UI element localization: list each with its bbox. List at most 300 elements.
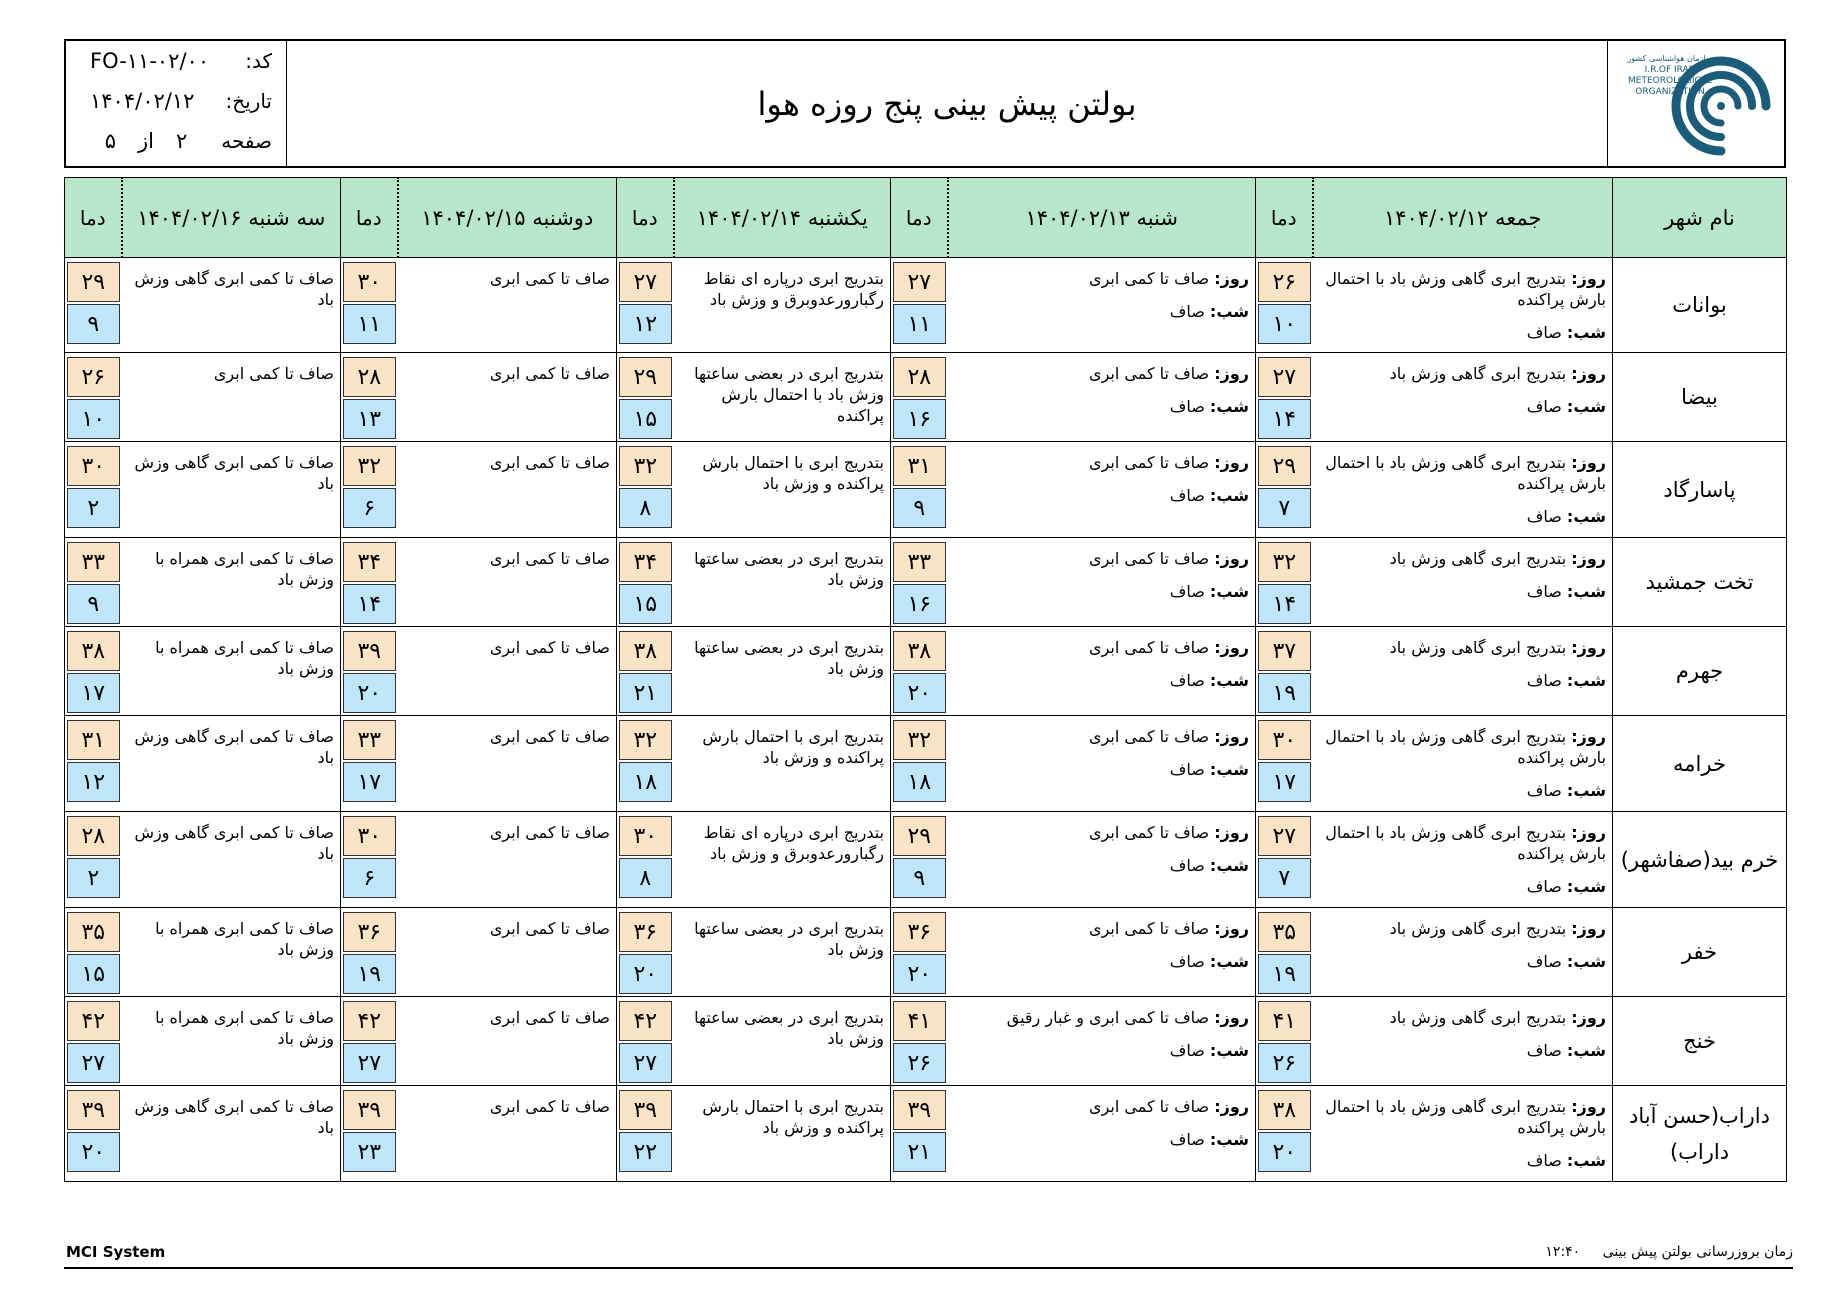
day-label: روز:: [1214, 1097, 1249, 1116]
bulletin-header: [64, 39, 1786, 168]
page-footer: [64, 1243, 1793, 1269]
forecast-table: [64, 177, 1787, 1182]
table-row: [65, 908, 1787, 997]
table-row: [65, 538, 1787, 627]
forecast-description: [948, 258, 1256, 353]
night-label: شب:: [1209, 486, 1249, 505]
max-temp: ۳۲: [619, 720, 672, 760]
temp-header: دما: [1256, 178, 1313, 258]
forecast-text: صاف تا کمی ابری: [489, 549, 610, 568]
forecast-description: [948, 538, 1256, 627]
night-forecast: [1321, 876, 1607, 897]
forecast-description: [674, 442, 891, 538]
min-temp: ۸: [619, 858, 672, 898]
code-row: [90, 49, 272, 73]
night-forecast-text: صاف: [1526, 671, 1562, 690]
forecast-description: [1313, 997, 1613, 1086]
day-forecast-text: بتدریج ابری گاهی وزش باد: [1389, 549, 1567, 568]
day-forecast-text: بتدریج ابری گاهی وزش باد: [1389, 919, 1567, 938]
min-temp: ۱۷: [343, 762, 396, 802]
day-forecast-text: بتدریج ابری گاهی وزش باد با احتمال بارش پراکنده: [1325, 453, 1606, 493]
temperature-cell: [617, 908, 674, 997]
temperature-cell: [891, 812, 948, 908]
day-forecast-text: صاف تا کمی ابری: [1089, 1097, 1210, 1116]
forecast-text: صاف تا کمی ابری: [489, 727, 610, 746]
night-label: شب:: [1209, 302, 1249, 321]
city-name: خرم بید(صفاشهر): [1613, 812, 1787, 908]
min-temp: ۱۳: [343, 399, 396, 439]
night-forecast-text: صاف: [1526, 952, 1562, 971]
night-label: شب:: [1566, 323, 1606, 342]
day-forecast: [956, 918, 1250, 939]
max-temp: ۲۷: [1258, 357, 1311, 397]
day-forecast-text: صاف تا کمی ابری: [1089, 823, 1210, 842]
night-label: شب:: [1209, 1130, 1249, 1149]
min-temp: ۲۰: [893, 673, 946, 713]
night-forecast: [1321, 396, 1607, 417]
night-forecast: [956, 485, 1250, 506]
min-temp: ۱۰: [1258, 304, 1311, 344]
temp-header: دما: [341, 178, 398, 258]
day-label: روز:: [1571, 638, 1606, 657]
day-label: روز:: [1214, 638, 1249, 657]
temperature-cell: [65, 627, 122, 716]
temperature-cell: [1256, 1086, 1313, 1182]
temp-header: دما: [65, 178, 122, 258]
day-forecast-text: صاف تا کمی ابری: [1089, 638, 1210, 657]
max-temp: ۳۲: [893, 720, 946, 760]
min-temp: ۹: [67, 584, 120, 624]
forecast-description: [122, 716, 341, 812]
temperature-cell: [1256, 627, 1313, 716]
min-temp: ۷: [1258, 488, 1311, 528]
night-forecast: [956, 1040, 1250, 1061]
forecast-description: [122, 1086, 341, 1182]
temperature-cell: [617, 1086, 674, 1182]
min-temp: ۱۲: [619, 304, 672, 344]
forecast-description: [122, 997, 341, 1086]
forecast-description: [1313, 812, 1613, 908]
day-label: روز:: [1214, 453, 1249, 472]
min-temp: ۲۲: [619, 1132, 672, 1172]
night-forecast: [1321, 1150, 1607, 1171]
night-label: شب:: [1209, 582, 1249, 601]
day-label: روز:: [1214, 549, 1249, 568]
forecast-text: صاف تا کمی ابری گاهی وزش باد: [134, 453, 334, 493]
night-forecast-text: صاف: [1169, 1130, 1205, 1149]
code-value: FO-۱۱-۰۲/۰۰: [90, 49, 210, 73]
temperature-cell: [617, 812, 674, 908]
forecast-description: [398, 353, 617, 442]
day-forecast-text: صاف تا کمی ابری: [1089, 919, 1210, 938]
day-label: روز:: [1214, 727, 1249, 746]
system-name: MCI System: [66, 1243, 166, 1261]
min-temp: ۲۱: [619, 673, 672, 713]
logo-text-line1: I.R.OF IRAN: [1644, 65, 1696, 75]
forecast-description: [948, 442, 1256, 538]
night-forecast-text: صاف: [1526, 323, 1562, 342]
logo-box: [1607, 41, 1784, 166]
day-label: روز:: [1214, 269, 1249, 288]
min-temp: ۲: [67, 488, 120, 528]
page-title: بولتن پیش بینی پنج روزه هوا: [757, 84, 1137, 123]
forecast-description: [674, 997, 891, 1086]
day-forecast: [1321, 918, 1607, 939]
forecast-text: بتدریج ابری درپاره ای نقاط رگبارورعدوبرق و وزش باد: [703, 269, 884, 309]
temperature-cell: [617, 627, 674, 716]
min-temp: ۱۸: [893, 762, 946, 802]
max-temp: ۲۹: [893, 816, 946, 856]
max-temp: ۳۷: [1258, 631, 1311, 671]
logo-text-fa: سازمان هواشناسی کشور: [1627, 54, 1713, 63]
forecast-description: [398, 716, 617, 812]
min-temp: ۹: [893, 488, 946, 528]
temperature-cell: [891, 716, 948, 812]
min-temp: ۱۴: [1258, 584, 1311, 624]
forecast-text: صاف تا کمی ابری همراه با وزش باد: [155, 638, 334, 678]
night-forecast: [956, 759, 1250, 780]
day-forecast-text: بتدریج ابری گاهی وزش باد: [1389, 364, 1567, 383]
night-forecast-text: صاف: [1169, 582, 1205, 601]
night-forecast-text: صاف: [1169, 1041, 1205, 1060]
table-row: [65, 716, 1787, 812]
min-temp: ۱۷: [1258, 762, 1311, 802]
day-label: روز:: [1571, 727, 1606, 746]
city-name: خرامه: [1613, 716, 1787, 812]
max-temp: ۲۹: [619, 357, 672, 397]
max-temp: ۳۱: [67, 720, 120, 760]
temperature-cell: [891, 442, 948, 538]
day-header: شنبه ۱۴۰۴/۰۲/۱۳: [948, 178, 1256, 258]
max-temp: ۳۴: [343, 542, 396, 582]
day-forecast: [1321, 726, 1607, 768]
night-forecast-text: صاف: [1526, 1041, 1562, 1060]
day-forecast: [1321, 452, 1607, 494]
logo-text-line2: METEOROLOGICAL: [1628, 76, 1712, 86]
table-row: [65, 997, 1787, 1086]
temp-header: دما: [891, 178, 948, 258]
max-temp: ۲۶: [67, 357, 120, 397]
forecast-text: صاف تا کمی ابری: [489, 453, 610, 472]
min-temp: ۱۴: [1258, 399, 1311, 439]
min-temp: ۲۰: [619, 954, 672, 994]
day-forecast: [956, 822, 1250, 843]
day-forecast-text: بتدریج ابری گاهی وزش باد با احتمال بارش پراکنده: [1325, 823, 1606, 863]
temperature-cell: [65, 353, 122, 442]
forecast-description: [1313, 538, 1613, 627]
temperature-cell: [1256, 353, 1313, 442]
table-row: [65, 1086, 1787, 1182]
forecast-description: [948, 716, 1256, 812]
forecast-text: صاف تا کمی ابری: [489, 823, 610, 842]
code-label: کد:: [245, 49, 272, 73]
forecast-description: [948, 908, 1256, 997]
temperature-cell: [891, 258, 948, 353]
day-forecast: [956, 1007, 1250, 1028]
temperature-cell: [617, 442, 674, 538]
night-forecast: [956, 670, 1250, 691]
date-value: ۱۴۰۴/۰۲/۱۲: [90, 89, 195, 113]
night-label: شب:: [1566, 877, 1606, 896]
night-label: شب:: [1209, 671, 1249, 690]
night-forecast-text: صاف: [1169, 952, 1205, 971]
forecast-text: صاف تا کمی ابری: [489, 269, 610, 288]
forecast-description: [948, 997, 1256, 1086]
forecast-description: [1313, 908, 1613, 997]
max-temp: ۳۶: [619, 912, 672, 952]
forecast-description: [948, 1086, 1256, 1182]
day-forecast-text: بتدریج ابری گاهی وزش باد: [1389, 638, 1567, 657]
min-temp: ۲۱: [893, 1132, 946, 1172]
night-forecast: [1321, 670, 1607, 691]
night-forecast: [956, 301, 1250, 322]
night-forecast: [1321, 581, 1607, 602]
day-forecast-text: صاف تا کمی ابری و غبار رقیق: [1006, 1008, 1210, 1027]
forecast-text: صاف تا کمی ابری همراه با وزش باد: [155, 919, 334, 959]
title-box: [286, 41, 1608, 166]
forecast-description: [122, 442, 341, 538]
max-temp: ۳۰: [343, 262, 396, 302]
day-header: یکشنبه ۱۴۰۴/۰۲/۱۴: [674, 178, 891, 258]
forecast-text: صاف تا کمی ابری همراه با وزش باد: [155, 1008, 334, 1048]
min-temp: ۱۶: [893, 399, 946, 439]
max-temp: ۳۹: [619, 1090, 672, 1130]
min-temp: ۱۶: [893, 584, 946, 624]
max-temp: ۴۱: [893, 1001, 946, 1041]
day-forecast: [956, 637, 1250, 658]
day-label: روز:: [1571, 453, 1606, 472]
forecast-text: صاف تا کمی ابری گاهی وزش باد: [134, 727, 334, 767]
temperature-cell: [617, 258, 674, 353]
min-temp: ۲۰: [67, 1132, 120, 1172]
min-temp: ۸: [619, 488, 672, 528]
night-forecast: [1321, 322, 1607, 343]
day-label: روز:: [1571, 1097, 1606, 1116]
temperature-cell: [891, 627, 948, 716]
page-label: صفحه: [221, 129, 272, 153]
night-label: شب:: [1566, 1151, 1606, 1170]
max-temp: ۲۹: [1258, 446, 1311, 486]
city-header: نام شهر: [1613, 178, 1787, 258]
forecast-description: [122, 538, 341, 627]
max-temp: ۳۲: [1258, 542, 1311, 582]
update-info: [1545, 1244, 1793, 1260]
day-header: جمعه ۱۴۰۴/۰۲/۱۲: [1313, 178, 1613, 258]
night-forecast: [956, 855, 1250, 876]
min-temp: ۱۲: [67, 762, 120, 802]
night-label: شب:: [1209, 397, 1249, 416]
min-temp: ۲۷: [619, 1043, 672, 1083]
max-temp: ۳۰: [343, 816, 396, 856]
update-time: ۱۲:۴۰: [1545, 1244, 1581, 1260]
day-forecast: [1321, 637, 1607, 658]
forecast-description: [398, 442, 617, 538]
night-forecast-text: صاف: [1169, 856, 1205, 875]
day-forecast-text: صاف تا کمی ابری: [1089, 364, 1210, 383]
day-label: روز:: [1214, 1008, 1249, 1027]
forecast-description: [1313, 353, 1613, 442]
day-label: روز:: [1214, 823, 1249, 842]
day-forecast: [956, 452, 1250, 473]
document-info-box: [66, 41, 287, 166]
min-temp: ۱۵: [67, 954, 120, 994]
max-temp: ۳۸: [619, 631, 672, 671]
min-temp: ۲۷: [343, 1043, 396, 1083]
forecast-text: صاف تا کمی ابری: [489, 638, 610, 657]
max-temp: ۲۷: [1258, 816, 1311, 856]
max-temp: ۳۵: [1258, 912, 1311, 952]
min-temp: ۱۵: [619, 584, 672, 624]
table-row: [65, 627, 1787, 716]
night-forecast-text: صاف: [1169, 302, 1205, 321]
day-forecast-text: بتدریج ابری گاهی وزش باد با احتمال بارش پراکنده: [1325, 269, 1606, 309]
day-label: روز:: [1571, 549, 1606, 568]
max-temp: ۳۸: [67, 631, 120, 671]
forecast-description: [674, 1086, 891, 1182]
temperature-cell: [341, 997, 398, 1086]
min-temp: ۲۰: [343, 673, 396, 713]
forecast-description: [122, 908, 341, 997]
temperature-cell: [891, 538, 948, 627]
day-label: روز:: [1571, 1008, 1606, 1027]
day-label: روز:: [1571, 919, 1606, 938]
forecast-text: بتدریج ابری در بعضی ساعتها وزش باد: [694, 638, 884, 678]
day-forecast: [1321, 822, 1607, 864]
temperature-cell: [1256, 258, 1313, 353]
temperature-cell: [1256, 812, 1313, 908]
max-temp: ۴۲: [67, 1001, 120, 1041]
night-forecast: [956, 1129, 1250, 1150]
forecast-description: [674, 627, 891, 716]
forecast-description: [674, 716, 891, 812]
night-label: شب:: [1566, 1041, 1606, 1060]
forecast-description: [1313, 258, 1613, 353]
forecast-text: صاف تا کمی ابری گاهی وزش باد: [134, 823, 334, 863]
forecast-text: صاف تا کمی ابری همراه با وزش باد: [155, 549, 334, 589]
night-forecast: [1321, 951, 1607, 972]
min-temp: ۷: [1258, 858, 1311, 898]
max-temp: ۲۸: [67, 816, 120, 856]
forecast-description: [398, 258, 617, 353]
forecast-description: [398, 1086, 617, 1182]
temperature-cell: [65, 442, 122, 538]
temperature-cell: [65, 812, 122, 908]
forecast-description: [398, 538, 617, 627]
night-forecast-text: صاف: [1526, 507, 1562, 526]
min-temp: ۶: [343, 488, 396, 528]
temperature-cell: [341, 538, 398, 627]
forecast-text: بتدریج ابری در بعضی ساعتها وزش باد: [694, 1008, 884, 1048]
forecast-description: [398, 627, 617, 716]
day-forecast: [1321, 268, 1607, 310]
night-label: شب:: [1566, 582, 1606, 601]
max-temp: ۴۲: [619, 1001, 672, 1041]
forecast-text: صاف تا کمی ابری: [213, 364, 334, 383]
night-forecast-text: صاف: [1526, 397, 1562, 416]
day-label: روز:: [1571, 364, 1606, 383]
min-temp: ۲۷: [67, 1043, 120, 1083]
day-forecast: [1321, 1007, 1607, 1028]
night-forecast: [956, 951, 1250, 972]
city-name: خفر: [1613, 908, 1787, 997]
forecast-table-body: [65, 258, 1787, 1182]
page-of-label: از: [138, 129, 154, 153]
forecast-text: صاف تا کمی ابری: [489, 919, 610, 938]
forecast-text: صاف تا کمی ابری گاهی وزش باد: [134, 269, 334, 309]
forecast-description: [1313, 1086, 1613, 1182]
forecast-description: [398, 908, 617, 997]
max-temp: ۲۶: [1258, 262, 1311, 302]
temperature-cell: [617, 353, 674, 442]
day-label: روز:: [1571, 823, 1606, 842]
day-header: سه شنبه ۱۴۰۴/۰۲/۱۶: [122, 178, 341, 258]
temperature-cell: [341, 258, 398, 353]
max-temp: ۳۳: [67, 542, 120, 582]
max-temp: ۲۸: [893, 357, 946, 397]
max-temp: ۳۱: [893, 446, 946, 486]
forecast-text: صاف تا کمی ابری: [489, 1008, 610, 1027]
max-temp: ۳۳: [893, 542, 946, 582]
temperature-cell: [65, 1086, 122, 1182]
night-label: شب:: [1209, 1041, 1249, 1060]
night-forecast-text: صاف: [1526, 781, 1562, 800]
max-temp: ۳۰: [1258, 720, 1311, 760]
logo-text-line3: ORGANIZATION: [1635, 87, 1705, 97]
min-temp: ۱۹: [1258, 954, 1311, 994]
forecast-description: [122, 627, 341, 716]
temperature-cell: [341, 442, 398, 538]
min-temp: ۲۰: [893, 954, 946, 994]
temperature-cell: [891, 353, 948, 442]
min-temp: ۱۱: [893, 304, 946, 344]
min-temp: ۶: [343, 858, 396, 898]
temp-header: دما: [617, 178, 674, 258]
max-temp: ۳۲: [619, 446, 672, 486]
min-temp: ۲۳: [343, 1132, 396, 1172]
max-temp: ۳۶: [343, 912, 396, 952]
forecast-description: [948, 627, 1256, 716]
max-temp: ۳۰: [67, 446, 120, 486]
day-forecast-text: صاف تا کمی ابری: [1089, 453, 1210, 472]
page-number: ۲: [175, 129, 188, 153]
max-temp: ۳۰: [619, 816, 672, 856]
night-forecast-text: صاف: [1526, 1151, 1562, 1170]
max-temp: ۲۷: [619, 262, 672, 302]
min-temp: ۱۷: [67, 673, 120, 713]
day-forecast: [956, 726, 1250, 747]
day-forecast-text: صاف تا کمی ابری: [1089, 269, 1210, 288]
min-temp: ۱۸: [619, 762, 672, 802]
min-temp: ۹: [893, 858, 946, 898]
temperature-cell: [617, 716, 674, 812]
table-row: [65, 812, 1787, 908]
night-label: شب:: [1209, 952, 1249, 971]
temperature-cell: [65, 538, 122, 627]
min-temp: ۲۰: [1258, 1132, 1311, 1172]
city-name: خنج: [1613, 997, 1787, 1086]
max-temp: ۴۱: [1258, 1001, 1311, 1041]
max-temp: ۲۷: [893, 262, 946, 302]
day-forecast: [956, 1096, 1250, 1117]
min-temp: ۱۰: [67, 399, 120, 439]
forecast-text: صاف تا کمی ابری: [489, 1097, 610, 1116]
temperature-cell: [1256, 538, 1313, 627]
day-forecast: [956, 268, 1250, 289]
temperature-cell: [1256, 997, 1313, 1086]
forecast-text: بتدریج ابری در بعضی ساعتها وزش باد با احتمال بارش پراکنده: [694, 364, 884, 425]
forecast-text: صاف تا کمی ابری: [489, 364, 610, 383]
forecast-description: [1313, 627, 1613, 716]
